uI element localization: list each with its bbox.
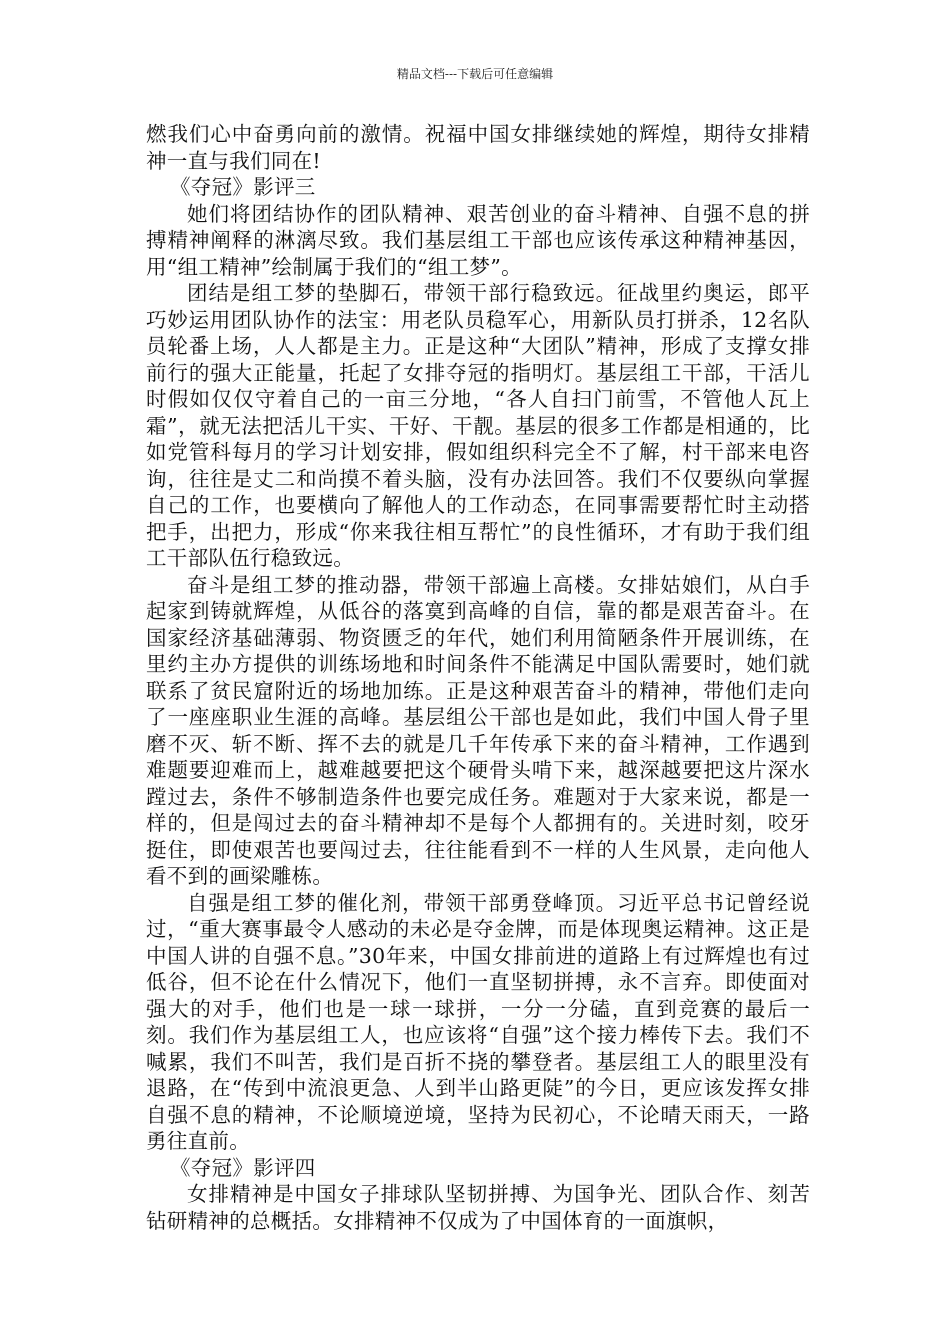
paragraph-unity: 团结是组工梦的垫脚石，带领干部行稳致远。征战里约奥运，郎平巧妙运用团队协作的法宝：用老队员稳军心，用新队员打拼杀，12名队员轮番上场，人人都是主力。正是这种“大团队”精神，形成了支撑女排前行的强大正能量，托起了女排夺冠的指明灯。基层组工干部，干活儿时假如仅仅守着自己的一亩三分地，“各人自扫门前雪，不管他人瓦上霜”，就无法把活儿干实、干好、干靓。基层的很多工作都是相通的，比如党管科每月的学习计划安排，假如组织科完全不了解，村干部来电咨询，往往是丈二和尚摸不着头脑，没有办法回答。我们不仅要纵向掌握自己的工作，也要横向了解他人的工作动态，在同事需要帮忙时主动搭把手，出把力，形成“你来我往相互帮忙”的良性循环，才有助于我们组工干部队伍行稳致远。 [146, 281, 810, 570]
paragraph-intro: 她们将团结协作的团队精神、艰苦创业的奋斗精神、自强不息的拼搏精神阐释的淋漓尽致。我们基层组工干部也应该传承这种精神基因，用“组工精神”绘制属于我们的“组工梦”。 [146, 201, 810, 279]
page-header: 精品文档---下载后可任意编辑 [396, 67, 554, 81]
paragraph-volleyball-spirit: 女排精神是中国女子排球队坚韧拼搏、为国争光、团队合作、刻苦钻研精神的总概括。女排精神不仅成为了中国体育的一面旗帜， [146, 1182, 810, 1233]
paragraph-continuation: 燃我们心中奋勇向前的激情。祝福中国女排继续她的辉煌，期待女排精神一直与我们同在! [146, 122, 810, 173]
section-title-review-3: 《夺冠》影评三 [170, 175, 316, 199]
paragraph-self-strength: 自强是组工梦的催化剂，带领干部勇登峰顶。习近平总书记曾经说过，“重大赛事最令人感动的未必是夺金牌，而是体现奥运精神。这正是中国人讲的自强不息。”30年来，中国女排前进的道路上有过辉煌也有过低谷，但不论在什么情况下，他们一直坚韧拼搏，永不言弃。即使面对强大的对手，他们也是一球一球拼，一分一分磕，直到竞赛的最后一刻。我们作为基层组工人，也应该将“自强”这个接力棒传下去。我们不喊累，我们不叫苦，我们是百折不挠的攀登者。基层组工人的眼里没有退路，在“传到中流浪更急、人到半山路更陡”的今日，更应该发挥女排自强不息的精神，不论顺境逆境，坚持为民初心，不论晴天雨天，一路勇往直前。 [146, 890, 810, 1153]
document-body [146, 121, 810, 1234]
paragraph-struggle: 奋斗是组工梦的推动器，带领干部遍上高楼。女排姑娘们，从白手起家到铸就辉煌，从低谷的落寞到高峰的自信，靠的都是艰苦奋斗。在国家经济基础薄弱、物资匮乏的年代，她们利用简陋条件开展训练，在里约主办方提供的训练场地和时间条件不能满足中国队需要时，她们就联系了贫民窟附近的场地加练。正是这种艰苦奋斗的精神，带他们走向了一座座职业生涯的高峰。基层组公干部也是如此，我们中国人骨子里磨不灭、斩不断、挥不去的就是几千年传承下来的奋斗精神，工作遇到难题要迎难而上，越难越要把这个硬骨头啃下来，越深越要把这片深水蹚过去，条件不够制造条件也要完成任务。难题对于大家来说，都是一样的，但是闯过去的奋斗精神却不是每个人都拥有的。关进时刻，咬牙挺住，即使艰苦也要闯过去，往往能看到不一样的人生风景，走向他人看不到的画梁雕栋。 [146, 572, 810, 888]
section-title-review-4: 《夺冠》影评四 [170, 1155, 316, 1180]
